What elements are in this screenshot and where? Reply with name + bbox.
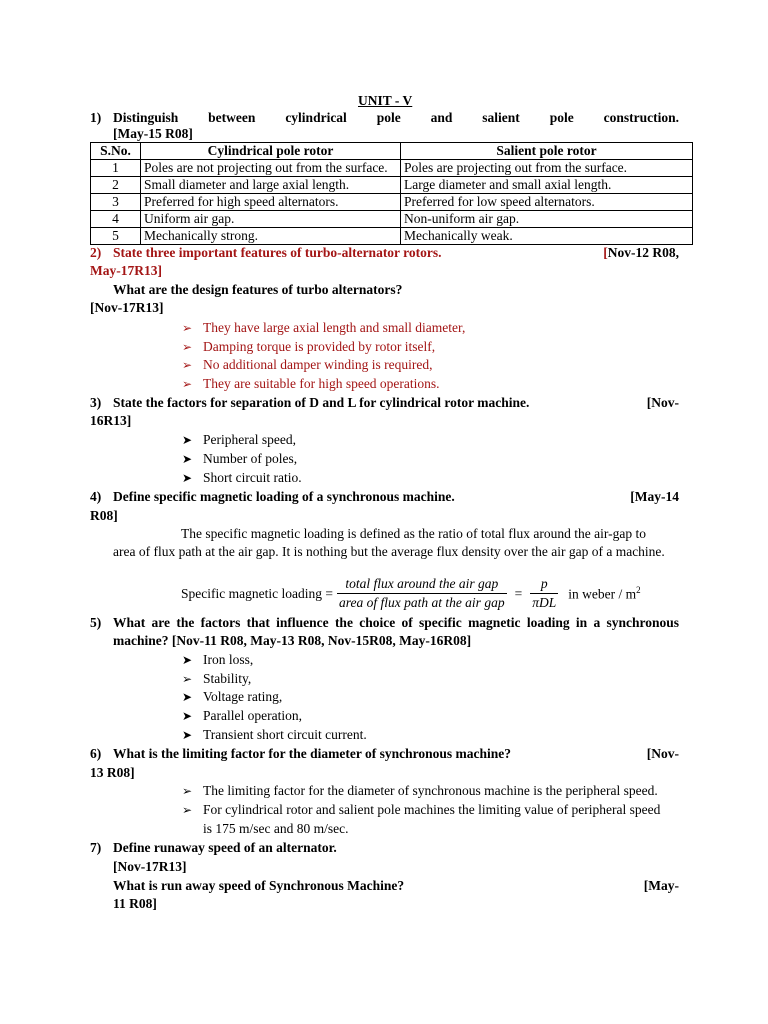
q7-alt-reference: [May-	[643, 878, 679, 893]
header-cylindrical: Cylindrical pole rotor	[141, 143, 401, 160]
q7-number: 7)	[90, 840, 102, 855]
table-cell: Large diameter and small axial length.	[401, 177, 693, 194]
list-item-text: Peripheral speed,	[203, 432, 296, 447]
q1-question	[113, 110, 679, 126]
arrow-bullet-icon: ➢	[182, 377, 193, 391]
table-row	[91, 177, 693, 194]
formula-unit-superscript: 2	[636, 584, 641, 595]
formula-denominator-2: πDL	[532, 595, 557, 610]
table-row	[91, 160, 693, 177]
formula-unit	[568, 585, 640, 603]
q6-reference-line2: 13 R08]	[90, 765, 135, 780]
q1-reference: [May-15 R08]	[113, 126, 193, 141]
table-cell: Non-uniform air gap.	[401, 211, 693, 228]
q4-number: 4)	[90, 489, 102, 504]
list-item	[182, 432, 296, 448]
list-item-text: Voltage rating,	[203, 689, 283, 704]
arrow-bullet-icon: ➢	[182, 358, 193, 372]
header-salient: Salient pole rotor	[401, 143, 693, 160]
table-cell: 3	[91, 194, 141, 211]
table-cell: 1	[91, 160, 141, 177]
table-cell: 5	[91, 228, 141, 245]
arrow-bullet-icon: ➤	[182, 690, 193, 704]
question-word: What	[113, 615, 146, 630]
list-item	[182, 708, 302, 724]
q2-alt-reference: [Nov-17R13]	[90, 300, 164, 315]
question-word: specific	[419, 615, 462, 630]
q2-question: State three important features of turbo-alternator rotors.	[113, 245, 442, 260]
arrow-bullet-icon: ➢	[182, 784, 193, 798]
arrow-bullet-icon: ➤	[182, 728, 193, 742]
list-item-continuation: is 175 m/sec and 80 m/sec.	[203, 821, 349, 836]
table-cell: Mechanically weak.	[401, 228, 693, 245]
question-word: the	[334, 615, 353, 630]
list-item-text: They are suitable for high speed operations.	[203, 376, 440, 391]
q2-bracket: [	[603, 245, 608, 260]
arrow-bullet-icon: ➢	[182, 672, 193, 686]
list-item-text: Damping torque is provided by rotor itself,	[203, 339, 436, 354]
question-word: cylindrical	[285, 110, 347, 125]
list-item-text: No additional damper winding is required,	[203, 357, 433, 372]
q5-question	[113, 615, 679, 631]
formula-numerator: total flux around the air gap	[337, 576, 507, 594]
list-item	[182, 783, 658, 799]
table-cell: Preferred for high speed alternators.	[141, 194, 401, 211]
table-cell: Uniform air gap.	[141, 211, 401, 228]
q5-question-line2: machine? [Nov-11 R08, May-13 R08, Nov-15R08, May-16R08]	[113, 633, 472, 648]
q4-reference-line2: R08]	[90, 508, 118, 523]
question-word: are	[151, 615, 171, 630]
q3-question: State the factors for separation of D and L for cylindrical rotor machine.	[113, 395, 530, 410]
list-item	[182, 689, 282, 705]
list-item-text: Number of poles,	[203, 451, 298, 466]
q4-definition-first-line: The specific magnetic loading is defined as the ratio of total flux around the air-gap to	[181, 526, 646, 541]
table-cell: 4	[91, 211, 141, 228]
question-word: and	[430, 110, 453, 125]
q2-alt-question: What are the design features of turbo alternators?	[113, 282, 403, 297]
formula-fraction-2	[530, 576, 558, 611]
list-item	[182, 727, 367, 743]
q7-alt-question: What is run away speed of Synchronous Machine?	[113, 878, 405, 893]
question-word: in	[575, 615, 588, 630]
q2-reference	[603, 245, 679, 261]
q3-number: 3)	[90, 395, 102, 410]
q4-reference: [May-14	[630, 489, 679, 504]
q7-reference: [Nov-17R13]	[113, 859, 187, 874]
q7-alt-reference-line2: 11 R08]	[113, 896, 157, 911]
q2-number: 2)	[90, 245, 102, 260]
arrow-bullet-icon: ➤	[182, 471, 193, 485]
question-word: between	[208, 110, 256, 125]
list-item	[182, 320, 465, 336]
list-item-text: Parallel operation,	[203, 708, 302, 723]
question-word: of	[401, 615, 413, 630]
formula-numerator-2: p	[530, 576, 558, 594]
table-cell: Small diameter and large axial length.	[141, 177, 401, 194]
q7-question: Define runaway speed of an alternator.	[113, 840, 337, 855]
list-item-text: For cylindrical rotor and salient pole machines the limiting value of peripheral speed	[203, 802, 661, 817]
arrow-bullet-icon: ➤	[182, 433, 193, 447]
table-cell: Mechanically strong.	[141, 228, 401, 245]
q5-number: 5)	[90, 615, 102, 630]
question-word: salient	[482, 110, 520, 125]
q1-number: 1)	[90, 110, 102, 125]
table-row	[91, 194, 693, 211]
formula-label: Specific magnetic loading =	[181, 585, 333, 601]
list-item-text: Stability,	[203, 671, 252, 686]
question-word: that	[246, 615, 270, 630]
table-cell: Preferred for low speed alternators.	[401, 194, 693, 211]
q6-question: What is the limiting factor for the diameter of synchronous machine?	[113, 746, 511, 761]
q4-question: Define specific magnetic loading of a synchronous machine.	[113, 489, 455, 504]
list-item-text: Transient short circuit current.	[203, 727, 367, 742]
question-word: magnetic	[468, 615, 521, 630]
arrow-bullet-icon: ➢	[182, 321, 193, 335]
q4-definition-paragraph: area of flux path at the air gap. It is nothing but the average flux density over the air gap of a machine.	[113, 544, 665, 559]
q2-reference-line2: May-17R13]	[90, 263, 162, 278]
table-cell: 2	[91, 177, 141, 194]
arrow-bullet-icon: ➤	[182, 452, 193, 466]
arrow-bullet-icon: ➢	[182, 803, 193, 817]
question-word: Distinguish	[113, 110, 179, 125]
arrow-bullet-icon: ➤	[182, 653, 193, 667]
list-item-text: The limiting factor for the diameter of synchronous machine is the peripheral speed.	[203, 783, 658, 798]
q3-reference-line2: 16R13]	[90, 413, 132, 428]
arrow-bullet-icon: ➢	[182, 340, 193, 354]
list-item-text: They have large axial length and small diameter,	[203, 320, 466, 335]
arrow-bullet-icon: ➤	[182, 709, 193, 723]
list-item-text: Iron loss,	[203, 652, 254, 667]
list-item	[182, 671, 251, 687]
formula-denominator: area of flux path at the air gap	[338, 595, 505, 610]
q6-reference: [Nov-	[646, 746, 679, 761]
list-item	[182, 470, 302, 486]
list-item	[182, 451, 297, 467]
list-item	[182, 802, 660, 818]
list-item	[182, 339, 435, 355]
question-word: synchronous	[606, 615, 679, 630]
formula-fraction	[337, 576, 507, 611]
table-header-row	[91, 143, 693, 160]
question-word: construction.	[603, 110, 679, 125]
question-word: choice	[359, 615, 396, 630]
question-word: pole	[376, 110, 401, 125]
magnetic-loading-formula	[181, 576, 641, 611]
q2-reference-text: Nov-12 R08,	[607, 245, 679, 260]
table-row	[91, 228, 693, 245]
list-item	[182, 652, 253, 668]
question-word: pole	[549, 110, 574, 125]
question-word: factors	[200, 615, 241, 630]
question-word: loading	[526, 615, 570, 630]
formula-equals: =	[514, 585, 523, 601]
formula-unit-text: in weber / m	[568, 586, 637, 602]
unit-title: UNIT - V	[358, 93, 413, 108]
list-item	[182, 376, 440, 392]
table-cell: Poles are not projecting out from the surface.	[141, 160, 401, 177]
question-word: a	[593, 615, 601, 630]
rotor-comparison-table	[90, 142, 693, 245]
table-cell: Poles are projecting out from the surface.	[401, 160, 693, 177]
table-row	[91, 211, 693, 228]
list-item	[182, 357, 432, 373]
question-word: influence	[276, 615, 329, 630]
q6-number: 6)	[90, 746, 102, 761]
list-item-text: Short circuit ratio.	[203, 470, 302, 485]
q3-reference: [Nov-	[646, 395, 679, 410]
header-sno: S.No.	[91, 143, 141, 160]
question-word: the	[176, 615, 195, 630]
